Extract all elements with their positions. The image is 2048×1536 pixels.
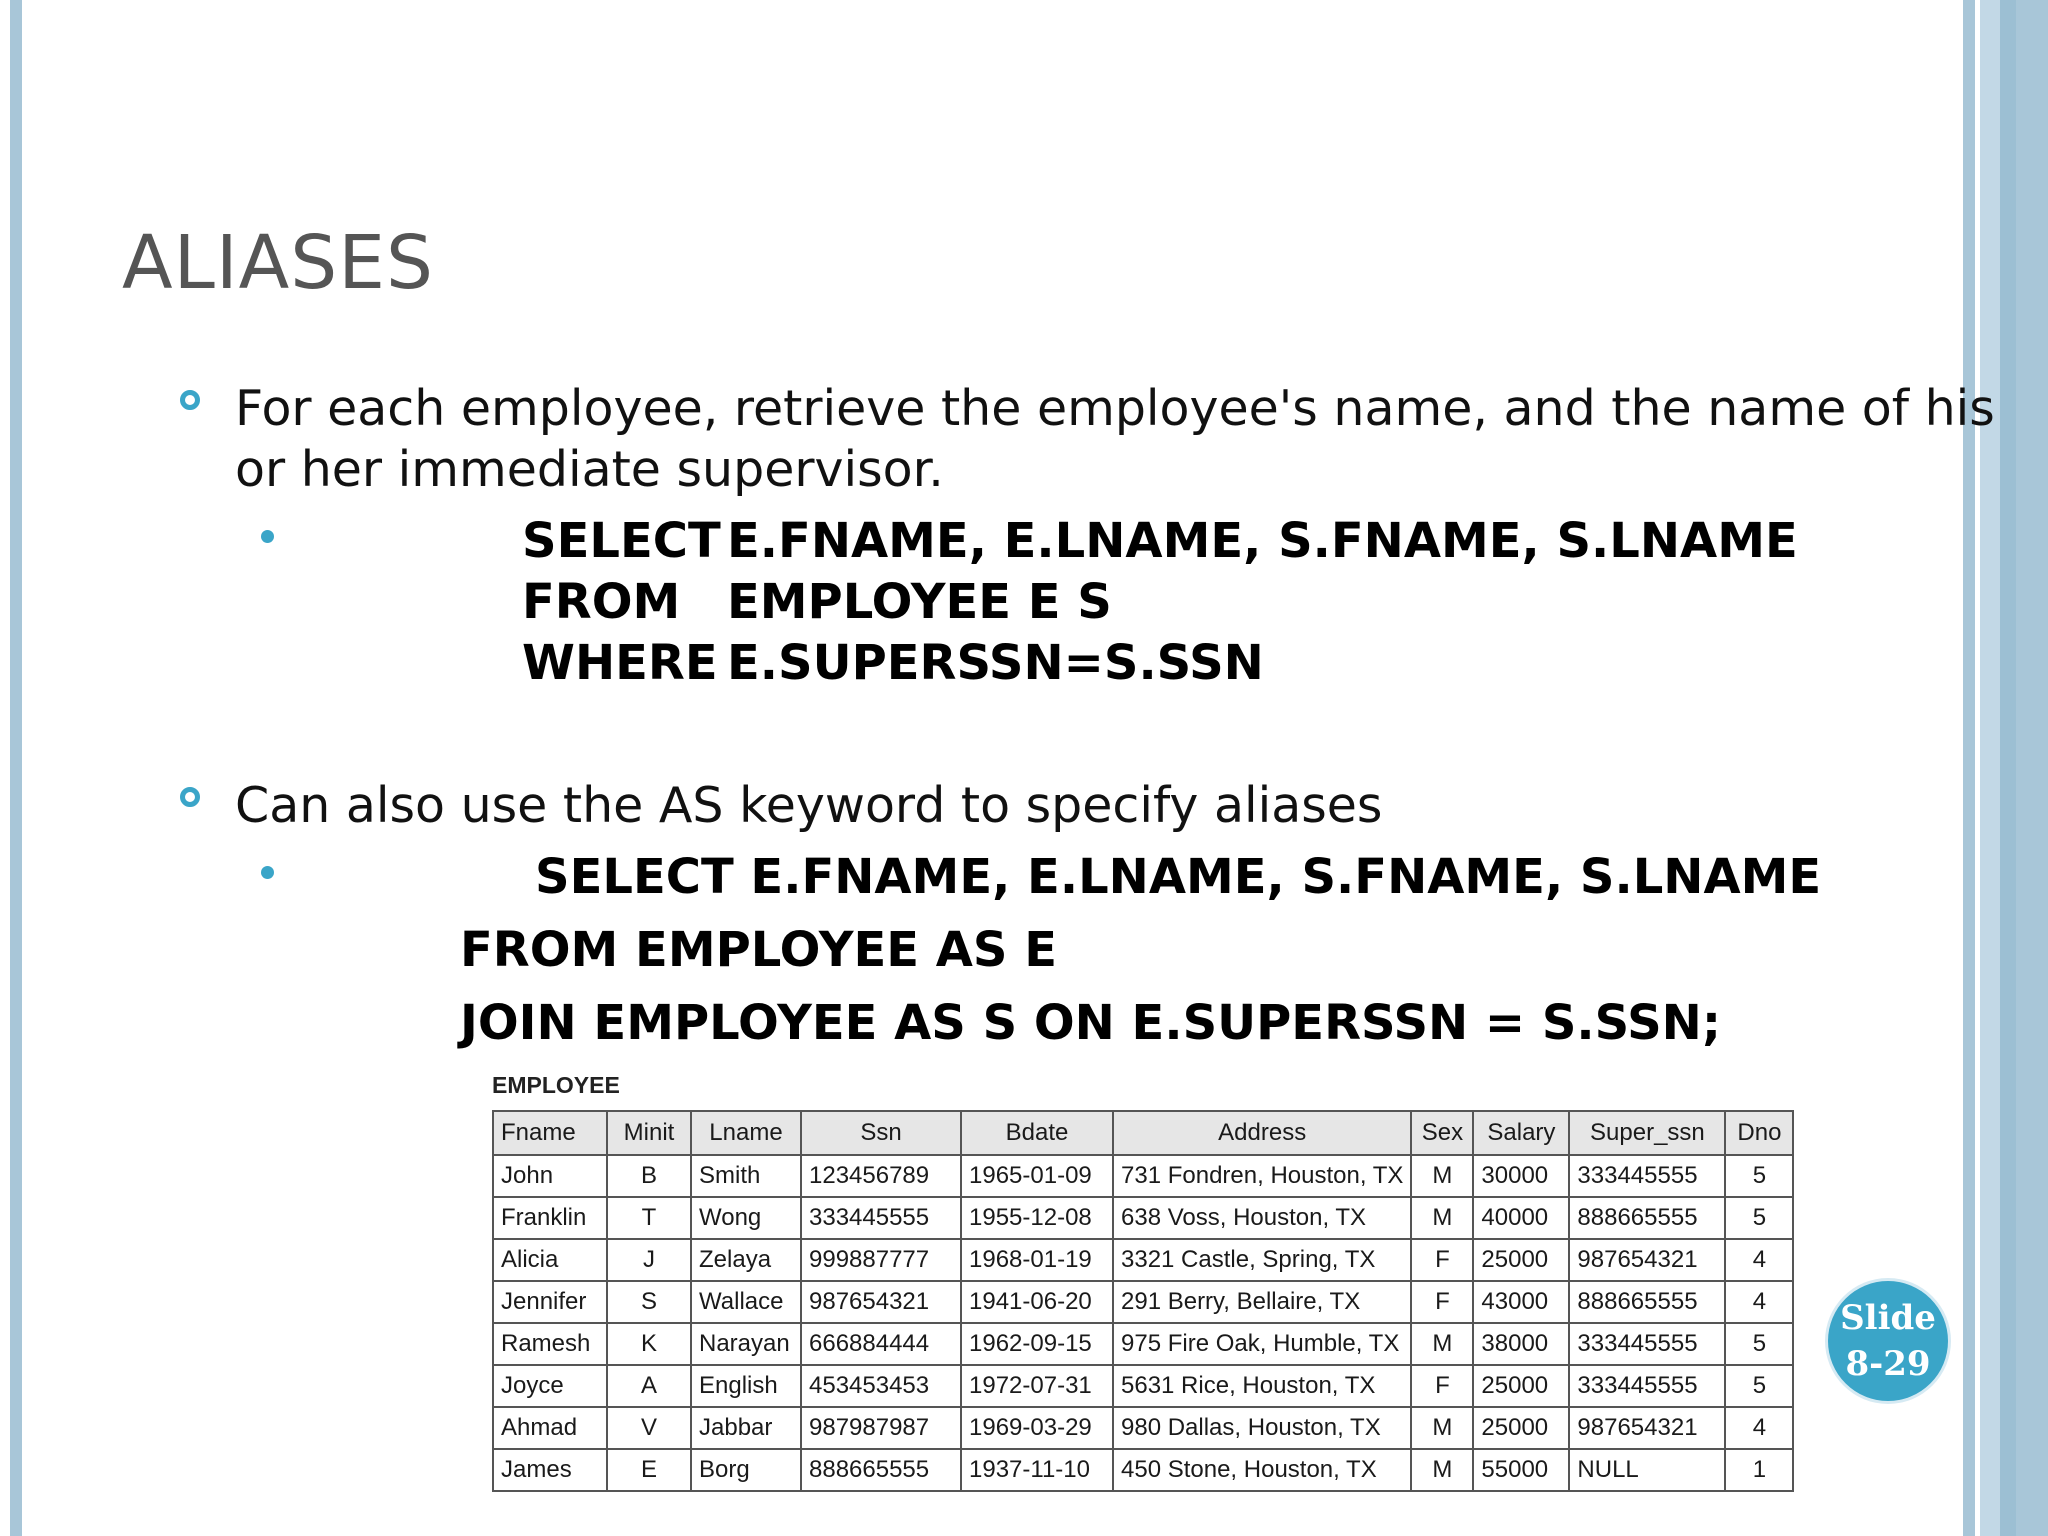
cell: 450 Stone, Houston, TX bbox=[1113, 1449, 1411, 1491]
cell: NULL bbox=[1569, 1449, 1725, 1491]
cell: K bbox=[607, 1323, 691, 1365]
cell: 888665555 bbox=[801, 1449, 961, 1491]
bullet-1-line-2: or her immediate supervisor. bbox=[235, 441, 944, 498]
table-row bbox=[493, 1155, 1793, 1197]
cell: 40000 bbox=[1473, 1197, 1569, 1239]
cell: 975 Fire Oak, Humble, TX bbox=[1113, 1323, 1411, 1365]
cell: F bbox=[1411, 1239, 1473, 1281]
cell: 987654321 bbox=[1569, 1407, 1725, 1449]
sub-bullet-icon bbox=[261, 866, 274, 879]
cell: M bbox=[1411, 1449, 1473, 1491]
cell: 1955-12-08 bbox=[961, 1197, 1113, 1239]
col-header: Super_ssn bbox=[1569, 1111, 1725, 1155]
sql1-keyword-from: FROM bbox=[522, 574, 681, 630]
employee-table bbox=[492, 1110, 1794, 1492]
cell: J bbox=[607, 1239, 691, 1281]
cell: Borg bbox=[691, 1449, 801, 1491]
cell: 888665555 bbox=[1569, 1281, 1725, 1323]
cell: John bbox=[493, 1155, 607, 1197]
cell: 1965-01-09 bbox=[961, 1155, 1113, 1197]
cell: 1941-06-20 bbox=[961, 1281, 1113, 1323]
cell: Narayan bbox=[691, 1323, 801, 1365]
cell: B bbox=[607, 1155, 691, 1197]
cell: 731 Fondren, Houston, TX bbox=[1113, 1155, 1411, 1197]
table-row bbox=[493, 1239, 1793, 1281]
cell: Jabbar bbox=[691, 1407, 801, 1449]
cell: 5631 Rice, Houston, TX bbox=[1113, 1365, 1411, 1407]
cell: James bbox=[493, 1449, 607, 1491]
sql1-clause-where: E.SUPERSSN=S.SSN bbox=[727, 635, 1264, 691]
cell: 5 bbox=[1725, 1323, 1793, 1365]
sub-bullet-icon bbox=[261, 530, 274, 543]
cell: Ramesh bbox=[493, 1323, 607, 1365]
slide-number-badge bbox=[1828, 1281, 1948, 1401]
cell: Joyce bbox=[493, 1365, 607, 1407]
slide-title: ALIASES bbox=[122, 220, 434, 306]
cell: A bbox=[607, 1365, 691, 1407]
cell: 638 Voss, Houston, TX bbox=[1113, 1197, 1411, 1239]
cell: 1969-03-29 bbox=[961, 1407, 1113, 1449]
table-header-row bbox=[493, 1111, 1793, 1155]
cell: 5 bbox=[1725, 1155, 1793, 1197]
right-border-inner bbox=[1963, 0, 1975, 1536]
table-row bbox=[493, 1449, 1793, 1491]
bullet-2-text: Can also use the AS keyword to specify aliases bbox=[235, 777, 1383, 834]
cell: 3321 Castle, Spring, TX bbox=[1113, 1239, 1411, 1281]
cell: Franklin bbox=[493, 1197, 607, 1239]
cell: M bbox=[1411, 1323, 1473, 1365]
cell: 55000 bbox=[1473, 1449, 1569, 1491]
cell: 987654321 bbox=[1569, 1239, 1725, 1281]
cell: English bbox=[691, 1365, 801, 1407]
cell: 666884444 bbox=[801, 1323, 961, 1365]
right-border-outer bbox=[1980, 0, 2048, 1536]
cell: 4 bbox=[1725, 1239, 1793, 1281]
cell: 30000 bbox=[1473, 1155, 1569, 1197]
cell: 43000 bbox=[1473, 1281, 1569, 1323]
slide-badge-line-1: Slide bbox=[1840, 1298, 1936, 1338]
cell: 888665555 bbox=[1569, 1197, 1725, 1239]
left-border bbox=[10, 0, 22, 1536]
bullet-1-line-1: For each employee, retrieve the employee's name, and the name of his bbox=[235, 380, 1995, 437]
cell: V bbox=[607, 1407, 691, 1449]
cell: 25000 bbox=[1473, 1239, 1569, 1281]
cell: 123456789 bbox=[801, 1155, 961, 1197]
cell: Ahmad bbox=[493, 1407, 607, 1449]
cell: 980 Dallas, Houston, TX bbox=[1113, 1407, 1411, 1449]
sql1-clause-select: E.FNAME, E.LNAME, S.FNAME, S.LNAME bbox=[727, 513, 1798, 569]
cell: F bbox=[1411, 1281, 1473, 1323]
cell: 291 Berry, Bellaire, TX bbox=[1113, 1281, 1411, 1323]
cell: Zelaya bbox=[691, 1239, 801, 1281]
ring-bullet-icon bbox=[180, 390, 200, 410]
cell: E bbox=[607, 1449, 691, 1491]
cell: 999887777 bbox=[801, 1239, 961, 1281]
col-header: Address bbox=[1113, 1111, 1411, 1155]
sql2-line-2: FROM EMPLOYEE AS E bbox=[460, 922, 1057, 978]
sql1-clause-from: EMPLOYEE E S bbox=[727, 574, 1112, 630]
col-header: Minit bbox=[607, 1111, 691, 1155]
cell: 1968-01-19 bbox=[961, 1239, 1113, 1281]
cell: Wallace bbox=[691, 1281, 801, 1323]
col-header: Dno bbox=[1725, 1111, 1793, 1155]
table-row bbox=[493, 1407, 1793, 1449]
cell: 38000 bbox=[1473, 1323, 1569, 1365]
cell: F bbox=[1411, 1365, 1473, 1407]
sql1-keyword-select: SELECT bbox=[522, 513, 721, 569]
cell: 5 bbox=[1725, 1197, 1793, 1239]
table-row bbox=[493, 1323, 1793, 1365]
cell: T bbox=[607, 1197, 691, 1239]
cell: 5 bbox=[1725, 1365, 1793, 1407]
cell: 987654321 bbox=[801, 1281, 961, 1323]
cell: Jennifer bbox=[493, 1281, 607, 1323]
ring-bullet-icon bbox=[180, 787, 200, 807]
cell: 333445555 bbox=[1569, 1323, 1725, 1365]
table-row bbox=[493, 1365, 1793, 1407]
cell: Wong bbox=[691, 1197, 801, 1239]
col-header: Ssn bbox=[801, 1111, 961, 1155]
sql2-line-3: JOIN EMPLOYEE AS S ON E.SUPERSSN = S.SSN; bbox=[460, 995, 1722, 1051]
cell: 4 bbox=[1725, 1281, 1793, 1323]
cell: 1972-07-31 bbox=[961, 1365, 1113, 1407]
cell: 25000 bbox=[1473, 1407, 1569, 1449]
bullet-1-text bbox=[235, 378, 1995, 500]
table-caption: EMPLOYEE bbox=[492, 1072, 620, 1098]
cell: 25000 bbox=[1473, 1365, 1569, 1407]
cell: 1937-11-10 bbox=[961, 1449, 1113, 1491]
cell: M bbox=[1411, 1197, 1473, 1239]
cell: M bbox=[1411, 1155, 1473, 1197]
cell: 333445555 bbox=[1569, 1155, 1725, 1197]
cell: 1962-09-15 bbox=[961, 1323, 1113, 1365]
cell: Alicia bbox=[493, 1239, 607, 1281]
cell: 333445555 bbox=[801, 1197, 961, 1239]
col-header: Fname bbox=[493, 1111, 607, 1155]
cell: 333445555 bbox=[1569, 1365, 1725, 1407]
table-row bbox=[493, 1281, 1793, 1323]
cell: Smith bbox=[691, 1155, 801, 1197]
cell: 1 bbox=[1725, 1449, 1793, 1491]
cell: 4 bbox=[1725, 1407, 1793, 1449]
table-row bbox=[493, 1197, 1793, 1239]
cell: M bbox=[1411, 1407, 1473, 1449]
cell: 453453453 bbox=[801, 1365, 961, 1407]
cell: 987987987 bbox=[801, 1407, 961, 1449]
col-header: Bdate bbox=[961, 1111, 1113, 1155]
slide-badge-line-2: 8-29 bbox=[1845, 1344, 1931, 1384]
sql1-keyword-where: WHERE bbox=[522, 635, 718, 691]
col-header: Lname bbox=[691, 1111, 801, 1155]
sql2-line-1: SELECT E.FNAME, E.LNAME, S.FNAME, S.LNAME bbox=[535, 849, 1822, 905]
col-header: Salary bbox=[1473, 1111, 1569, 1155]
cell: S bbox=[607, 1281, 691, 1323]
col-header: Sex bbox=[1411, 1111, 1473, 1155]
